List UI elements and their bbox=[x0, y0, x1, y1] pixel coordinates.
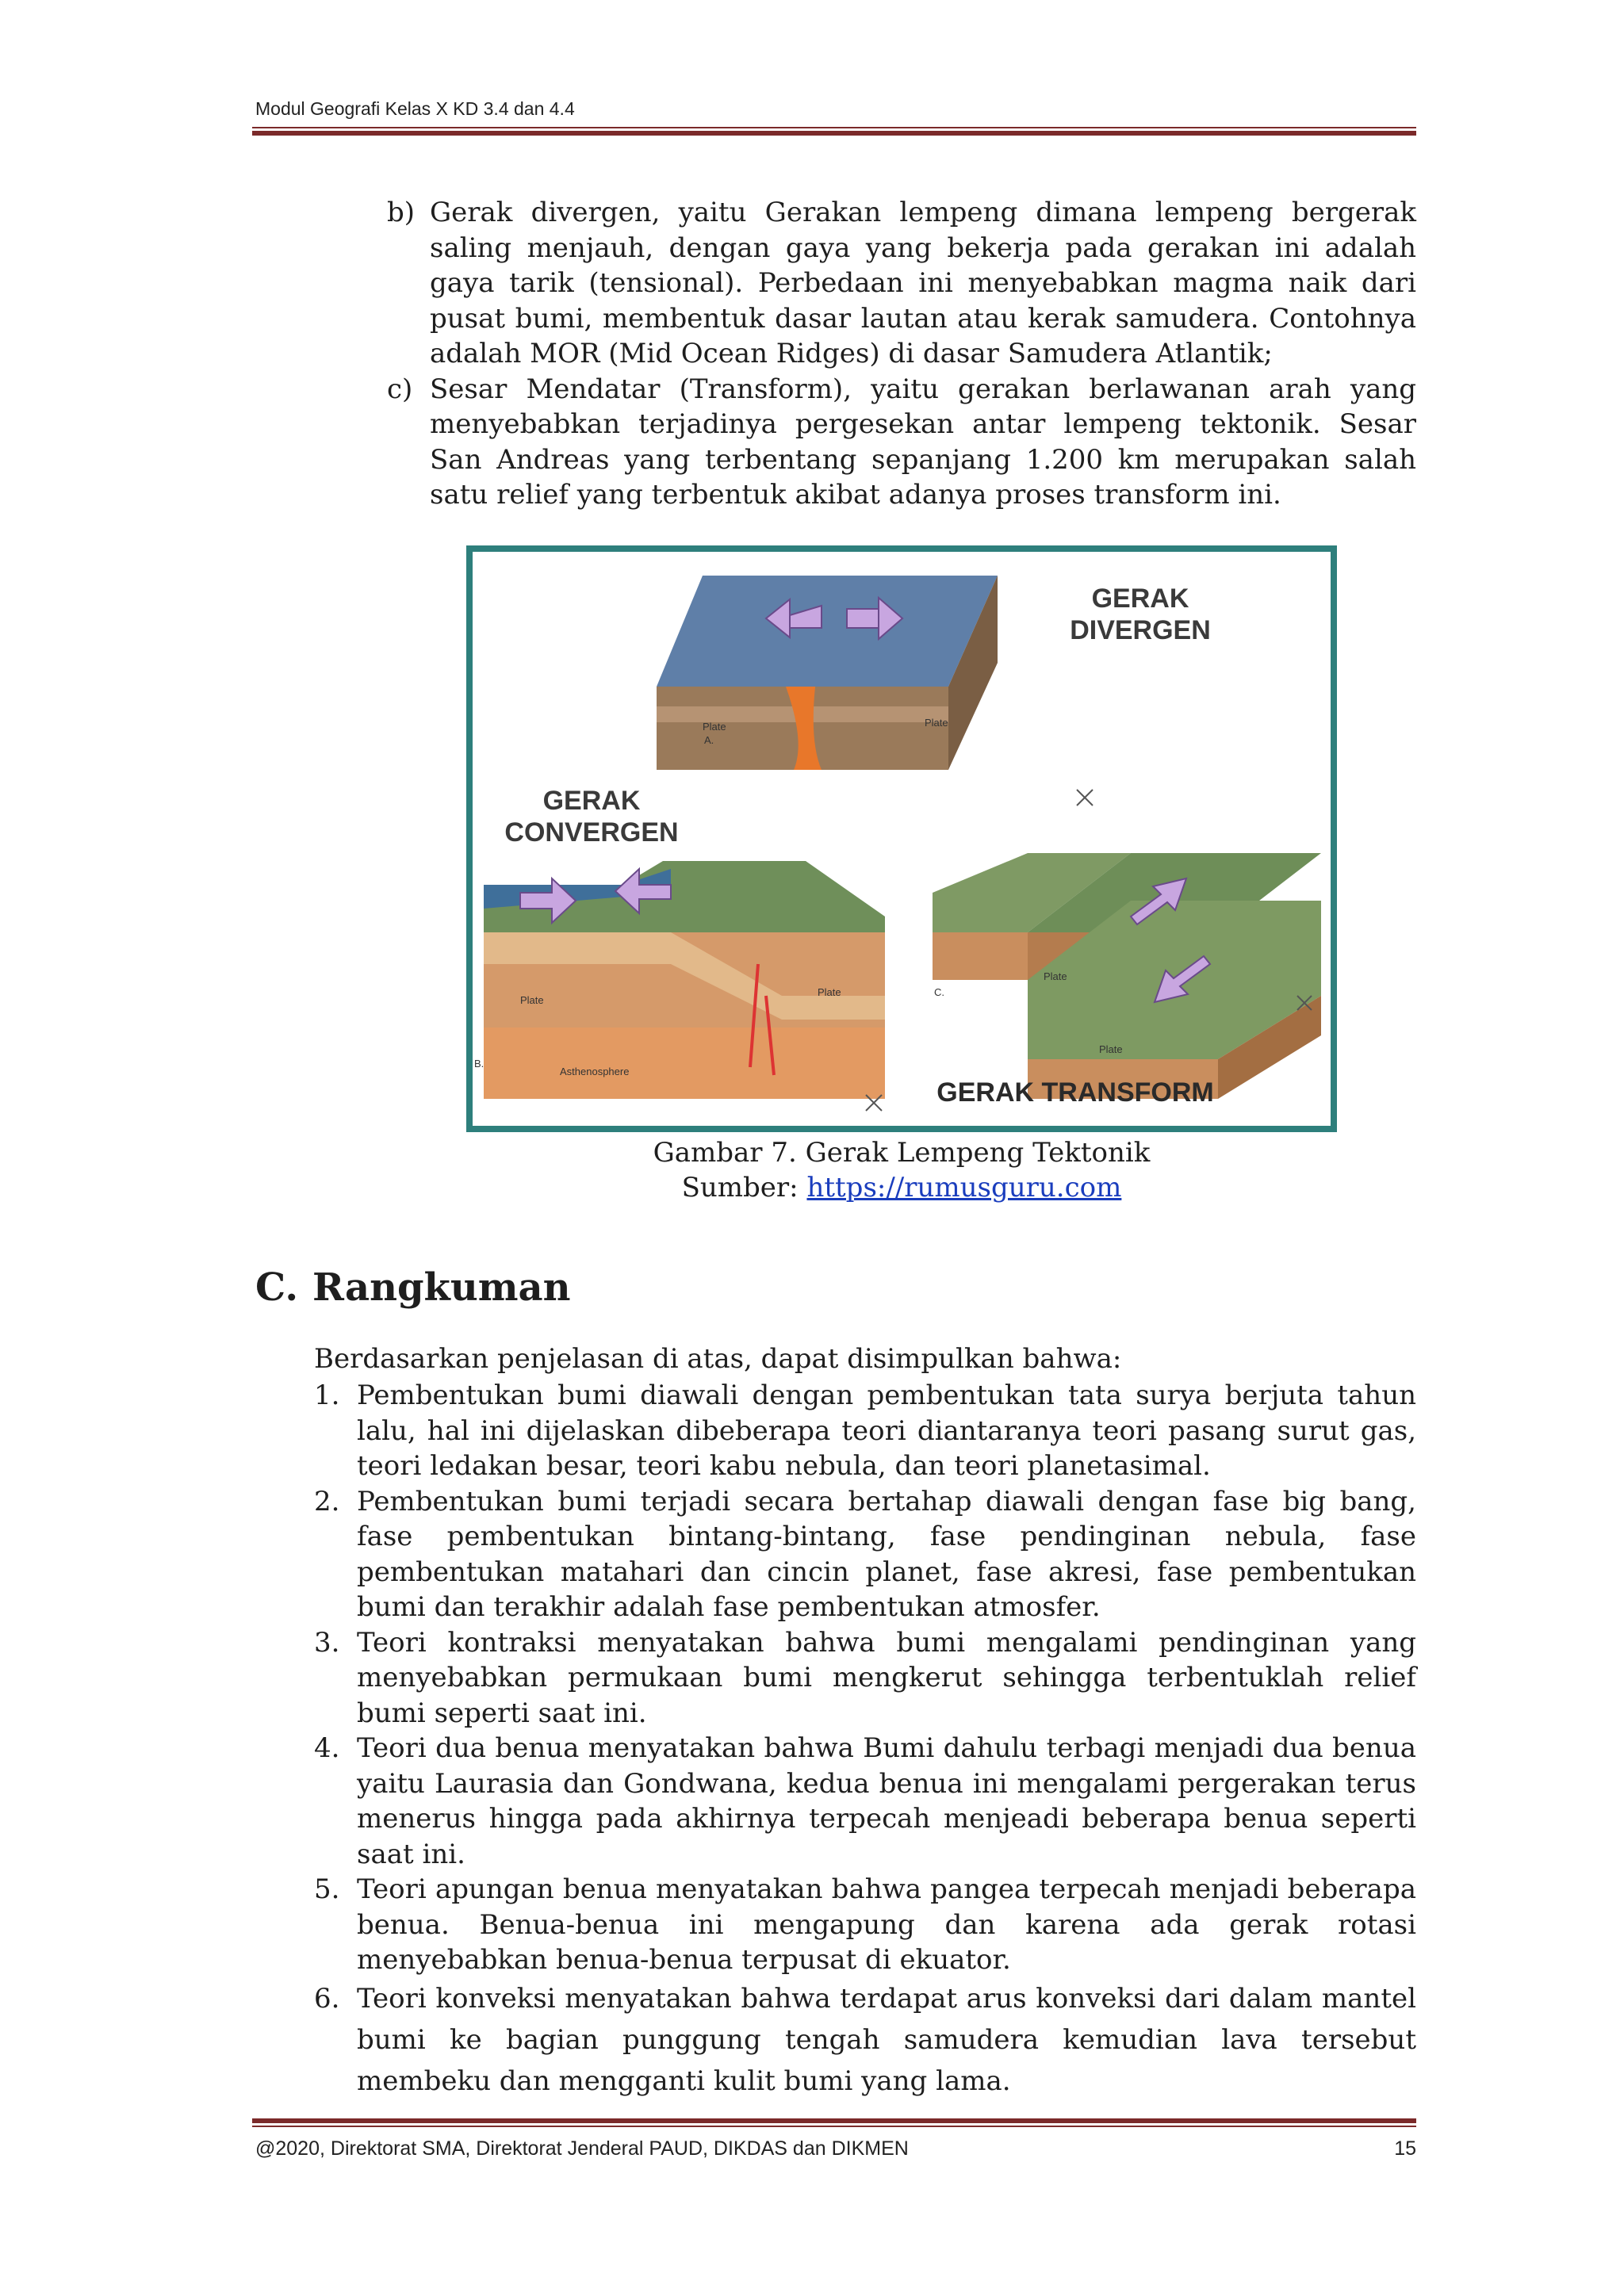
plate-label: Plate bbox=[818, 986, 841, 998]
header-rule bbox=[252, 131, 1416, 136]
summary-item-2 bbox=[314, 1484, 1416, 1625]
transform-block bbox=[933, 853, 1321, 1099]
figure-letter-b: B. bbox=[474, 1058, 485, 1070]
plate-label: Plate bbox=[1099, 1043, 1123, 1055]
summary-item-4 bbox=[314, 1731, 1416, 1872]
plate-label: Plate bbox=[1044, 970, 1067, 982]
list-marker: 3. bbox=[314, 1626, 340, 1659]
list-item-text: Pembentukan bumi diawali dengan pembentukan tata surya berjuta tahun lalu, hal ini dijelaskan dibeberapa teori diantaranya teori pasang surut gas, teori ledakan besar, teori kabu nebula, dan teori planetasimal. bbox=[357, 1380, 1416, 1482]
convergent-block bbox=[474, 861, 885, 1099]
figure-caption: Gambar 7. Gerak Lempeng Tektonik bbox=[653, 1137, 1151, 1169]
divergent-block bbox=[657, 576, 998, 770]
list-marker: 6. bbox=[314, 1982, 340, 2015]
list-item-text: Sesar Mendatar (Transform), yaitu gerakan berlawanan arah yang menyebabkan terjadinya pergesekan antar lempeng tektonik. Sesar San Andreas yang terbentang sepanjang 1.200 km merupakan salah satu relief yang terbentuk akibat adanya proses transform ini. bbox=[430, 373, 1416, 511]
label-convergen-line2: CONVERGEN bbox=[504, 817, 679, 848]
page-number: 15 bbox=[1394, 2137, 1416, 2160]
label-divergen-line1: GERAK bbox=[1091, 584, 1189, 614]
list-marker: 1. bbox=[314, 1380, 340, 1411]
summary-item-5 bbox=[314, 1872, 1416, 1978]
label-convergen-line1: GERAK bbox=[542, 786, 641, 816]
list-marker: 4. bbox=[314, 1732, 340, 1764]
summary-item-3 bbox=[314, 1625, 1416, 1732]
list-item-text: Teori dua benua menyatakan bahwa Bumi dahulu terbagi menjadi dua benua yaitu Laurasia dan Gondwana, kedua benua ini mengalami pergerakan terus menerus hingga pada akhirnya terpecah menjeadi beberapa benua seperti saat ini. bbox=[357, 1732, 1416, 1870]
footer-copyright: @2020, Direktorat SMA, Direktorat Jenderal PAUD, DIKDAS dan DIKMEN bbox=[255, 2137, 909, 2160]
section-title: Rangkuman bbox=[312, 1265, 571, 1310]
list-item-text: Teori apungan benua menyatakan bahwa pangea terpecah menjadi beberapa benua. Benua-benua ini mengapung dan karena ada gerak rotasi menyebabkan benua-benua terpusat di ekuator. bbox=[357, 1873, 1416, 1976]
plate-tectonics-figure bbox=[466, 545, 1337, 1132]
list-item-c bbox=[387, 372, 1416, 513]
summary-list bbox=[314, 1378, 1416, 2102]
list-item-text: Teori kontraksi menyatakan bahwa bumi mengalami pendinginan yang menyebabkan permukaan bumi mengkerut sehingga terbentuklah relief bumi seperti saat ini. bbox=[357, 1626, 1416, 1729]
source-link[interactable]: https://rumusguru.com bbox=[806, 1172, 1122, 1203]
figure-source bbox=[466, 1172, 1337, 1203]
section-heading bbox=[255, 1265, 571, 1310]
plate-label: Plate bbox=[703, 721, 726, 733]
plate-label: Plate bbox=[520, 994, 544, 1006]
summary-item-1 bbox=[314, 1378, 1416, 1484]
figure-letter-a: A. bbox=[704, 734, 714, 746]
footer-rule-thin bbox=[252, 2126, 1416, 2127]
section-letter: C. bbox=[255, 1265, 299, 1310]
list-item-text: Gerak divergen, yaitu Gerakan lempeng dimana lempeng bergerak saling menjauh, dengan gaya yang bekerja pada gerakan ini adalah gaya tarik (tensional). Perbedaan ini menyebabkan magma naik dari pusat bumi, membentuk dasar lautan atau kerak samudera. Contohnya adalah MOR (Mid Ocean Ridges) di dasar Samudera Atlantik; bbox=[430, 197, 1416, 369]
list-marker: 5. bbox=[314, 1873, 340, 1905]
plate-motion-list bbox=[387, 195, 1416, 513]
summary-intro: Berdasarkan penjelasan di atas, dapat disimpulkan bahwa: bbox=[314, 1343, 1122, 1375]
figure-letter-c: C. bbox=[934, 986, 944, 998]
list-marker: b) bbox=[387, 197, 416, 228]
summary-item-6 bbox=[314, 1978, 1416, 2102]
running-header: Modul Geografi Kelas X KD 3.4 dan 4.4 bbox=[255, 98, 575, 119]
footer-rule bbox=[252, 2118, 1416, 2123]
list-item-text: Pembentukan bumi terjadi secara bertahap diawali dengan fase big bang, fase pembentukan bintang-bintang, fase pendinginan nebula, fase pembentukan matahari dan cincin planet, fase akresi, fase pembentukan bumi dan terakhir adalah fase pembentukan atmosfer. bbox=[357, 1485, 1416, 1623]
header-rule-thin bbox=[252, 127, 1416, 128]
source-prefix: Sumber: bbox=[681, 1172, 807, 1203]
list-item-b bbox=[387, 195, 1416, 372]
list-marker: c) bbox=[387, 373, 413, 405]
label-divergen-line2: DIVERGEN bbox=[1070, 615, 1211, 645]
list-marker: 2. bbox=[314, 1485, 340, 1517]
plate-tectonics-illustration bbox=[473, 552, 1331, 1126]
list-item-text: Teori konveksi menyatakan bahwa terdapat arus konveksi dari dalam mantel bumi ke bagian punggung tengah samudera kemudian lava tersebut membeku dan mengganti kulit bumi yang lama. bbox=[357, 1982, 1416, 2097]
plate-label: Plate bbox=[925, 717, 948, 729]
asthenosphere-label: Asthenosphere bbox=[560, 1066, 630, 1077]
label-transform: GERAK TRANSFORM bbox=[936, 1077, 1214, 1108]
